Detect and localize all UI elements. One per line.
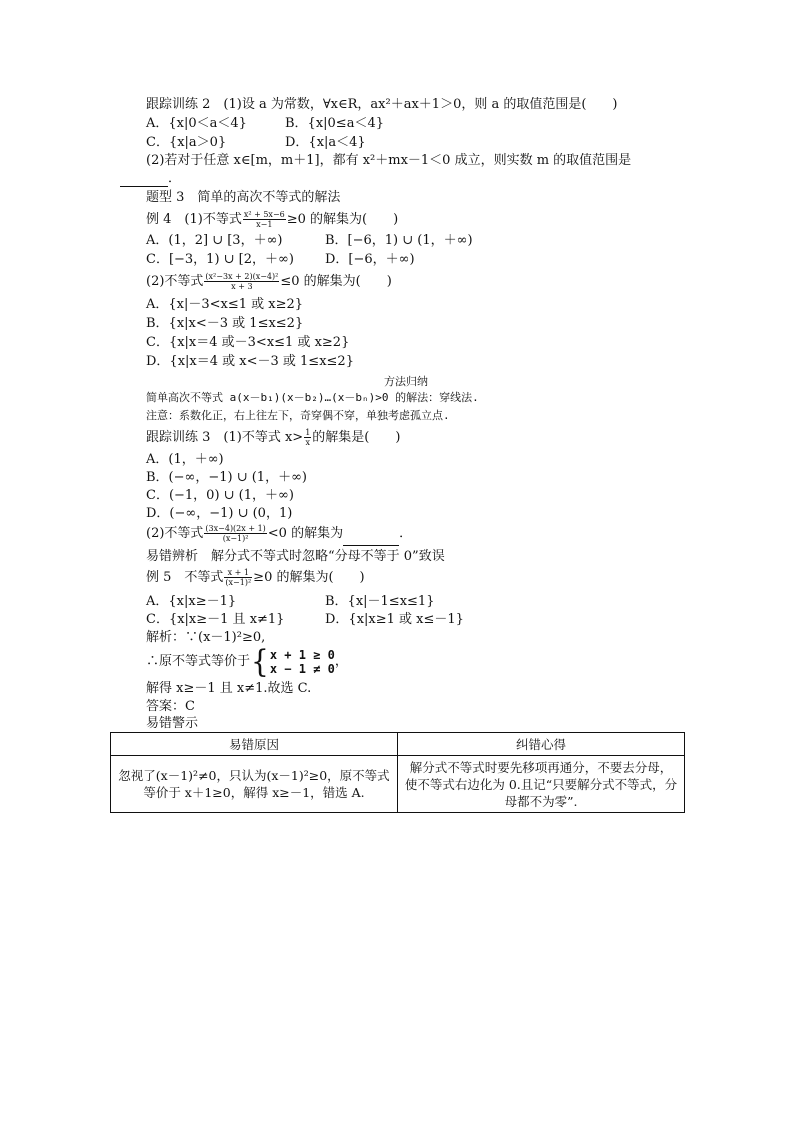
numerator: 1: [305, 428, 311, 437]
q-suffix: ≥0 的解集为( ): [253, 570, 365, 585]
type3-title: 题型 3 简单的高次不等式的解法: [146, 190, 341, 205]
table-row: [111, 756, 685, 813]
training3-option-c: C．(−1，0) ∪ (1，＋∞): [146, 488, 294, 503]
example4-q2-option-d: D．{x|x＝4 或 x<－3 或 1≤x≤2}: [146, 354, 354, 369]
method-title: 方法归纳: [384, 375, 428, 388]
period: ．: [168, 171, 182, 186]
numerator: (3x−4)(2x + 1): [205, 524, 266, 533]
inequality-system: [270, 648, 335, 676]
training2-question1: 跟踪训练 2 (1)设 a 为常数，∀x∈R，ax²＋ax＋1＞0，则 a 的取值范围是( ): [146, 97, 618, 112]
training3-question2: [146, 522, 412, 546]
denominator: x: [305, 438, 310, 447]
example5-option-b: B．{x|－1≤x≤1}: [325, 594, 435, 609]
example4-option-a: A．(1，2] ∪ [3，＋∞): [146, 233, 283, 248]
method-line1: 简单高次不等式 a(x－b₁)(x－b₂)…(x－bₙ)>0 的解法：穿线法.: [146, 391, 479, 404]
q-prefix: 跟踪训练 3 (1)不等式 x>: [146, 430, 304, 445]
solution-line2: [146, 642, 348, 680]
answer-blank: [120, 186, 168, 187]
answer-line: 答案：C: [146, 699, 195, 714]
fraction: [243, 210, 286, 229]
training3-question1: [146, 427, 400, 449]
denominator: x + 3: [231, 282, 253, 291]
q-prefix: (2)不等式: [146, 526, 204, 541]
warning-title: 易错警示: [146, 716, 199, 731]
numerator: x² + 5x−6: [243, 210, 285, 219]
sol-suffix: ，: [334, 654, 348, 669]
training3-option-b: B．(−∞，−1) ∪ (1，＋∞): [146, 470, 307, 485]
q-prefix: 例 5 不等式: [146, 570, 224, 585]
cell-correction: 解分式不等式时要先移项再通分，不要去分母，使不等式右边化为 0.且记“只要解分式不等式，分母都不为零”.: [398, 756, 685, 813]
system-row1: x + 1 ≥ 0: [269, 647, 335, 662]
fraction: [304, 428, 311, 447]
example5-option-a: A．{x|x≥－1}: [146, 594, 237, 609]
error-table: [110, 732, 685, 813]
fraction: [224, 568, 252, 587]
q-suffix: ≥0 的解集为( ): [286, 212, 399, 227]
numerator: (x²−3x + 2)(x−4)²: [205, 272, 279, 281]
period: ．: [399, 526, 413, 541]
example4-question2: [146, 270, 392, 294]
fraction: [204, 272, 279, 291]
training2-option-d: D．{x|a＜4}: [285, 135, 366, 150]
example5-question: [146, 566, 365, 590]
cell-error-cause: 忽视了(x－1)²≠0，只认为(x－1)²≥0，原不等式等价于 x＋1≥0，解得 x≥－1，错选 A.: [111, 756, 398, 813]
sol-prefix: ∴原不等式等价于: [146, 654, 251, 669]
system-row2: x − 1 ≠ 0: [269, 661, 335, 676]
answer-blank: [343, 545, 399, 546]
q-suffix: 的解集是( ): [312, 430, 401, 445]
header-correction: 纠错心得: [398, 733, 685, 756]
solution-line3: 解得 x≥－1 且 x≠1.故选 C.: [146, 681, 312, 696]
denominator: x−1: [256, 220, 273, 229]
q-prefix: (2)不等式: [146, 274, 204, 289]
example5-option-c: C．{x|x≥－1 且 x≠1}: [146, 612, 285, 627]
training2-option-c: C．{x|a＞0}: [146, 135, 227, 150]
training2-option-a: A．{x|0＜a＜4}: [146, 116, 247, 131]
q-prefix: 例 4 (1)不等式: [146, 212, 242, 227]
example4-question1: [146, 209, 398, 231]
training3-option-a: A．(1，＋∞): [146, 452, 224, 467]
example4-q2-option-b: B．{x|x<－3 或 1≤x≤2}: [146, 316, 304, 331]
method-line2: 注意：系数化正，右上往左下，奇穿偶不穿，单独考虑孤立点.: [146, 409, 450, 422]
numerator: x + 1: [224, 568, 252, 578]
example5-option-d: D．{x|x≥1 或 x≤－1}: [325, 612, 464, 627]
denominator: (x−1)²: [222, 534, 249, 543]
training3-option-d: D．(−∞，−1) ∪ (0，1): [146, 506, 293, 521]
example4-option-d: D．[−6，＋∞): [325, 252, 415, 267]
pitfall-title: 易错辨析 解分式不等式时忽略“分母不等于 0”致误: [146, 549, 445, 564]
table-header-row: [111, 733, 685, 756]
q-suffix: ≤0 的解集为( ): [280, 274, 392, 289]
example4-option-c: C．[−3，1) ∪ [2，＋∞): [146, 252, 294, 267]
training2-option-b: B．{x|0≤a＜4}: [285, 116, 384, 131]
example4-q2-option-a: A．{x|－3<x≤1 或 x≥2}: [146, 297, 304, 312]
example4-option-b: B．[−6，1) ∪ (1，＋∞): [325, 233, 473, 248]
fraction: [204, 524, 266, 543]
header-error-cause: 易错原因: [111, 733, 398, 756]
training2-answer-blank-line: [120, 170, 181, 187]
denominator: (x−1)²: [225, 578, 252, 587]
example4-q2-option-c: C．{x|x＝4 或－3<x≤1 或 x≥2}: [146, 335, 350, 350]
left-brace: {: [251, 642, 269, 680]
q-suffix: <0 的解集为: [267, 526, 344, 541]
training2-question2: (2)若对于任意 x∈[m，m＋1]，都有 x²＋mx－1＜0 成立，则实数 m 的取值范围是: [146, 153, 632, 168]
solution-line1: 解析：∵(x－1)²≥0,: [146, 630, 266, 645]
